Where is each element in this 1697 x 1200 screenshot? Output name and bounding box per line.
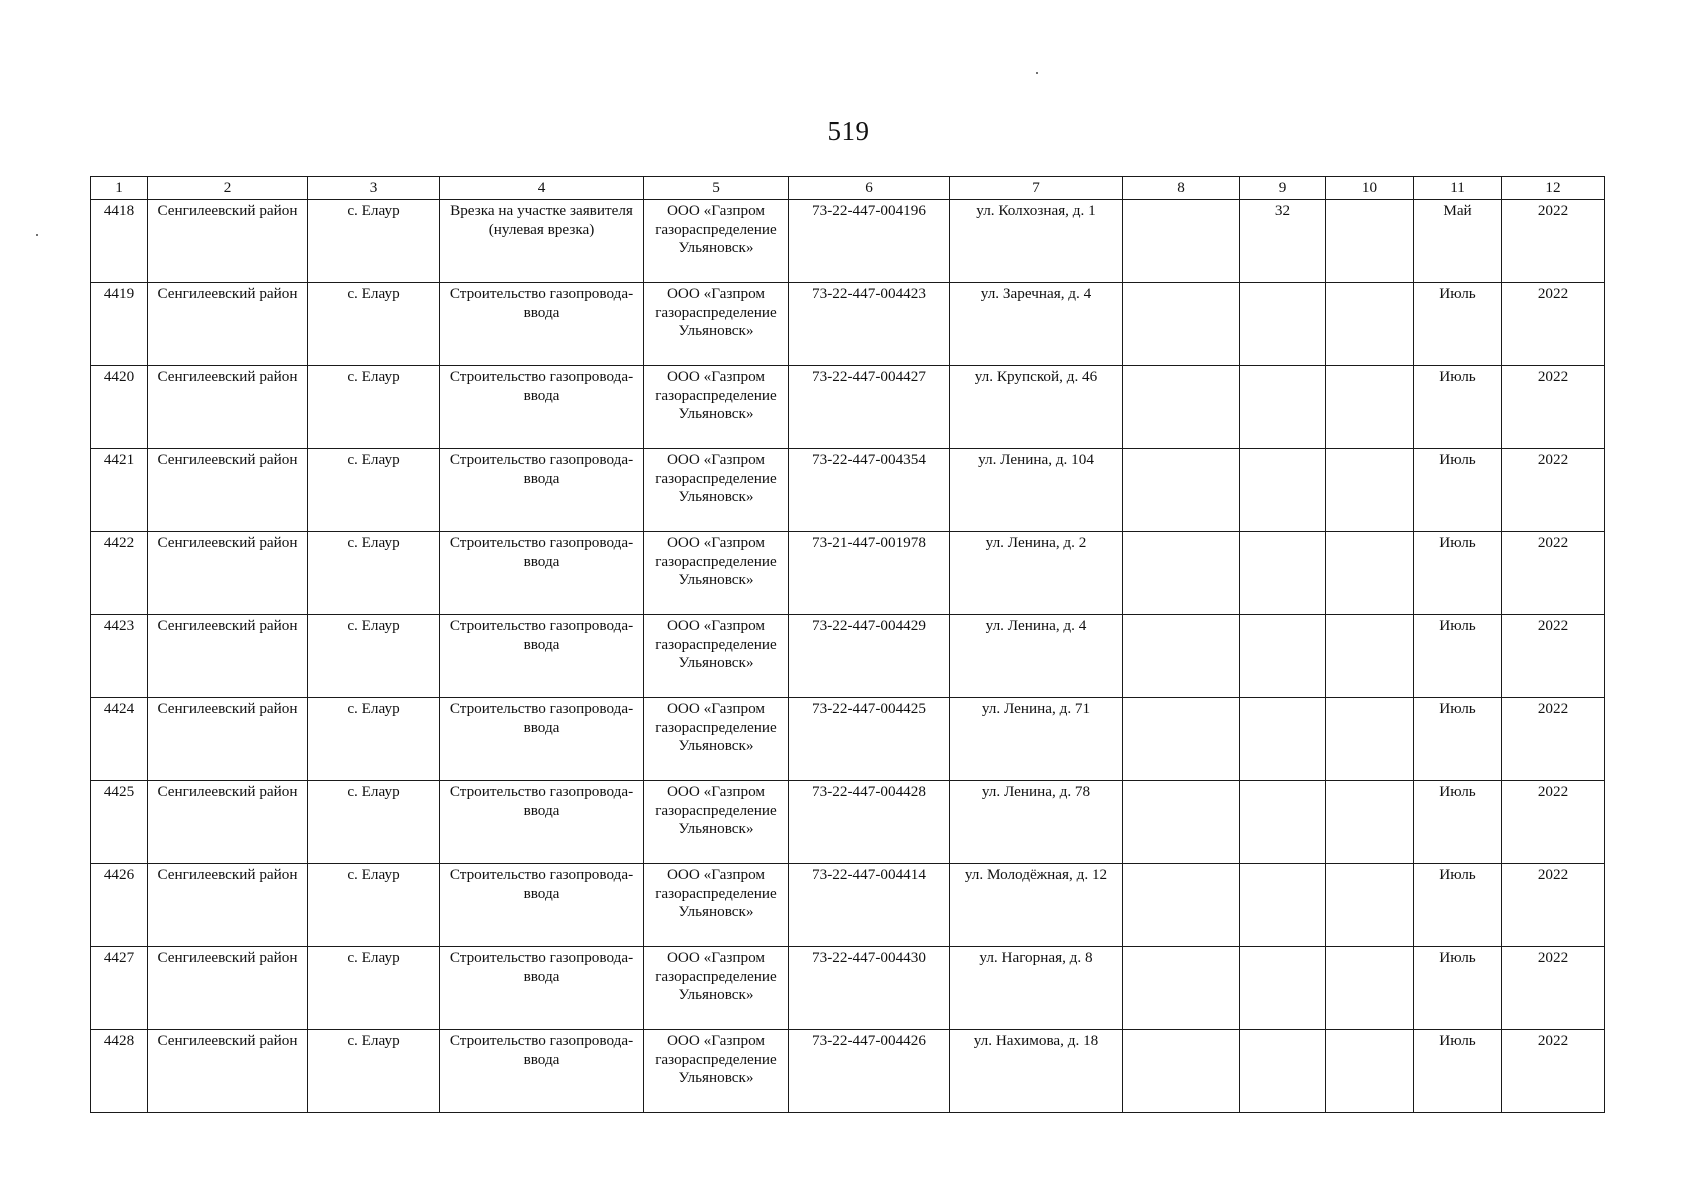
table-row: [91, 200, 1605, 283]
settlement-cell: с. Елаур: [308, 366, 440, 449]
application-number-cell: 73-21-447-001978: [789, 532, 950, 615]
col-9-value-cell: [1240, 615, 1326, 698]
col-8-value-cell: [1123, 947, 1240, 1030]
address-cell: ул. Заречная, д. 4: [950, 283, 1123, 366]
column-header-4: 4: [440, 177, 644, 200]
work-type-cell: Строительство газопровода-ввода: [440, 366, 644, 449]
month-cell: Май: [1414, 200, 1502, 283]
row-number-cell: 4420: [91, 366, 148, 449]
settlement-cell: с. Елаур: [308, 1030, 440, 1113]
address-cell: ул. Ленина, д. 104: [950, 449, 1123, 532]
table-row: [91, 1030, 1605, 1113]
column-header-1: 1: [91, 177, 148, 200]
col-9-value-cell: [1240, 449, 1326, 532]
application-number-cell: 73-22-447-004423: [789, 283, 950, 366]
district-cell: Сенгилеевский район: [148, 283, 308, 366]
col-9-value-cell: 32: [1240, 200, 1326, 283]
address-cell: ул. Нагорная, д. 8: [950, 947, 1123, 1030]
settlement-cell: с. Елаур: [308, 615, 440, 698]
table-row: [91, 947, 1605, 1030]
table-row: [91, 615, 1605, 698]
settlement-cell: с. Елаур: [308, 781, 440, 864]
column-header-3: 3: [308, 177, 440, 200]
month-cell: Июль: [1414, 283, 1502, 366]
address-cell: ул. Ленина, д. 4: [950, 615, 1123, 698]
row-number-cell: 4422: [91, 532, 148, 615]
gas-connection-registry-table: [90, 176, 1605, 1113]
col-8-value-cell: [1123, 864, 1240, 947]
row-number-cell: 4418: [91, 200, 148, 283]
scan-speck: [1036, 72, 1038, 74]
column-header-11: 11: [1414, 177, 1502, 200]
organization-cell: ООО «Газпром газораспределение Ульяновск»: [644, 781, 789, 864]
district-cell: Сенгилеевский район: [148, 449, 308, 532]
col-9-value-cell: [1240, 366, 1326, 449]
organization-cell: ООО «Газпром газораспределение Ульяновск»: [644, 615, 789, 698]
district-cell: Сенгилеевский район: [148, 864, 308, 947]
col-10-value-cell: [1326, 698, 1414, 781]
month-cell: Июль: [1414, 781, 1502, 864]
address-cell: ул. Ленина, д. 71: [950, 698, 1123, 781]
district-cell: Сенгилеевский район: [148, 947, 308, 1030]
application-number-cell: 73-22-447-004425: [789, 698, 950, 781]
organization-cell: ООО «Газпром газораспределение Ульяновск»: [644, 449, 789, 532]
month-cell: Июль: [1414, 1030, 1502, 1113]
col-8-value-cell: [1123, 698, 1240, 781]
col-8-value-cell: [1123, 781, 1240, 864]
col-10-value-cell: [1326, 864, 1414, 947]
col-9-value-cell: [1240, 283, 1326, 366]
address-cell: ул. Крупской, д. 46: [950, 366, 1123, 449]
organization-cell: ООО «Газпром газораспределение Ульяновск»: [644, 1030, 789, 1113]
table-body: [91, 200, 1605, 1113]
address-cell: ул. Ленина, д. 2: [950, 532, 1123, 615]
column-header-12: 12: [1502, 177, 1605, 200]
col-10-value-cell: [1326, 532, 1414, 615]
year-cell: 2022: [1502, 283, 1605, 366]
column-number-header-row: [91, 177, 1605, 200]
settlement-cell: с. Елаур: [308, 449, 440, 532]
organization-cell: ООО «Газпром газораспределение Ульяновск»: [644, 698, 789, 781]
column-header-7: 7: [950, 177, 1123, 200]
year-cell: 2022: [1502, 615, 1605, 698]
address-cell: ул. Молодёжная, д. 12: [950, 864, 1123, 947]
column-header-5: 5: [644, 177, 789, 200]
district-cell: Сенгилеевский район: [148, 532, 308, 615]
month-cell: Июль: [1414, 615, 1502, 698]
organization-cell: ООО «Газпром газораспределение Ульяновск»: [644, 200, 789, 283]
col-10-value-cell: [1326, 947, 1414, 1030]
row-number-cell: 4426: [91, 864, 148, 947]
row-number-cell: 4428: [91, 1030, 148, 1113]
address-cell: ул. Ленина, д. 78: [950, 781, 1123, 864]
column-header-8: 8: [1123, 177, 1240, 200]
month-cell: Июль: [1414, 532, 1502, 615]
col-9-value-cell: [1240, 532, 1326, 615]
col-10-value-cell: [1326, 200, 1414, 283]
district-cell: Сенгилеевский район: [148, 366, 308, 449]
row-number-cell: 4427: [91, 947, 148, 1030]
row-number-cell: 4423: [91, 615, 148, 698]
col-10-value-cell: [1326, 615, 1414, 698]
col-9-value-cell: [1240, 698, 1326, 781]
column-header-10: 10: [1326, 177, 1414, 200]
row-number-cell: 4421: [91, 449, 148, 532]
application-number-cell: 73-22-447-004428: [789, 781, 950, 864]
district-cell: Сенгилеевский район: [148, 781, 308, 864]
settlement-cell: с. Елаур: [308, 200, 440, 283]
district-cell: Сенгилеевский район: [148, 1030, 308, 1113]
application-number-cell: 73-22-447-004196: [789, 200, 950, 283]
table-row: [91, 698, 1605, 781]
work-type-cell: Строительство газопровода-ввода: [440, 449, 644, 532]
col-8-value-cell: [1123, 200, 1240, 283]
application-number-cell: 73-22-447-004430: [789, 947, 950, 1030]
work-type-cell: Строительство газопровода-ввода: [440, 781, 644, 864]
application-number-cell: 73-22-447-004426: [789, 1030, 950, 1113]
work-type-cell: Строительство газопровода-ввода: [440, 532, 644, 615]
application-number-cell: 73-22-447-004429: [789, 615, 950, 698]
settlement-cell: с. Елаур: [308, 864, 440, 947]
col-10-value-cell: [1326, 366, 1414, 449]
month-cell: Июль: [1414, 698, 1502, 781]
work-type-cell: Строительство газопровода-ввода: [440, 615, 644, 698]
table-row: [91, 864, 1605, 947]
col-8-value-cell: [1123, 366, 1240, 449]
col-8-value-cell: [1123, 1030, 1240, 1113]
row-number-cell: 4424: [91, 698, 148, 781]
year-cell: 2022: [1502, 532, 1605, 615]
col-8-value-cell: [1123, 532, 1240, 615]
col-8-value-cell: [1123, 283, 1240, 366]
table-row: [91, 532, 1605, 615]
col-9-value-cell: [1240, 864, 1326, 947]
organization-cell: ООО «Газпром газораспределение Ульяновск»: [644, 366, 789, 449]
col-10-value-cell: [1326, 1030, 1414, 1113]
application-number-cell: 73-22-447-004414: [789, 864, 950, 947]
month-cell: Июль: [1414, 366, 1502, 449]
page-number: 519: [827, 116, 870, 146]
column-header-2: 2: [148, 177, 308, 200]
year-cell: 2022: [1502, 200, 1605, 283]
organization-cell: ООО «Газпром газораспределение Ульяновск»: [644, 283, 789, 366]
col-10-value-cell: [1326, 781, 1414, 864]
settlement-cell: с. Елаур: [308, 698, 440, 781]
column-header-6: 6: [789, 177, 950, 200]
col-10-value-cell: [1326, 449, 1414, 532]
col-9-value-cell: [1240, 947, 1326, 1030]
work-type-cell: Строительство газопровода-ввода: [440, 864, 644, 947]
organization-cell: ООО «Газпром газораспределение Ульяновск»: [644, 947, 789, 1030]
work-type-cell: Строительство газопровода-ввода: [440, 698, 644, 781]
table-row: [91, 283, 1605, 366]
application-number-cell: 73-22-447-004354: [789, 449, 950, 532]
month-cell: Июль: [1414, 947, 1502, 1030]
column-header-9: 9: [1240, 177, 1326, 200]
settlement-cell: с. Елаур: [308, 532, 440, 615]
year-cell: 2022: [1502, 781, 1605, 864]
address-cell: ул. Колхозная, д. 1: [950, 200, 1123, 283]
settlement-cell: с. Елаур: [308, 283, 440, 366]
address-cell: ул. Нахимова, д. 18: [950, 1030, 1123, 1113]
year-cell: 2022: [1502, 449, 1605, 532]
year-cell: 2022: [1502, 1030, 1605, 1113]
row-number-cell: 4425: [91, 781, 148, 864]
organization-cell: ООО «Газпром газораспределение Ульяновск»: [644, 864, 789, 947]
col-9-value-cell: [1240, 1030, 1326, 1113]
row-number-cell: 4419: [91, 283, 148, 366]
col-10-value-cell: [1326, 283, 1414, 366]
month-cell: Июль: [1414, 864, 1502, 947]
district-cell: Сенгилеевский район: [148, 615, 308, 698]
col-9-value-cell: [1240, 781, 1326, 864]
table-row: [91, 366, 1605, 449]
organization-cell: ООО «Газпром газораспределение Ульяновск»: [644, 532, 789, 615]
col-8-value-cell: [1123, 615, 1240, 698]
application-number-cell: 73-22-447-004427: [789, 366, 950, 449]
scan-speck: [36, 234, 38, 236]
year-cell: 2022: [1502, 864, 1605, 947]
district-cell: Сенгилеевский район: [148, 200, 308, 283]
table-row: [91, 449, 1605, 532]
work-type-cell: Строительство газопровода-ввода: [440, 1030, 644, 1113]
year-cell: 2022: [1502, 366, 1605, 449]
col-8-value-cell: [1123, 449, 1240, 532]
month-cell: Июль: [1414, 449, 1502, 532]
table-row: [91, 781, 1605, 864]
settlement-cell: с. Елаур: [308, 947, 440, 1030]
district-cell: Сенгилеевский район: [148, 698, 308, 781]
year-cell: 2022: [1502, 698, 1605, 781]
work-type-cell: Врезка на участке заявителя (нулевая врезка): [440, 200, 644, 283]
year-cell: 2022: [1502, 947, 1605, 1030]
work-type-cell: Строительство газопровода-ввода: [440, 283, 644, 366]
work-type-cell: Строительство газопровода-ввода: [440, 947, 644, 1030]
